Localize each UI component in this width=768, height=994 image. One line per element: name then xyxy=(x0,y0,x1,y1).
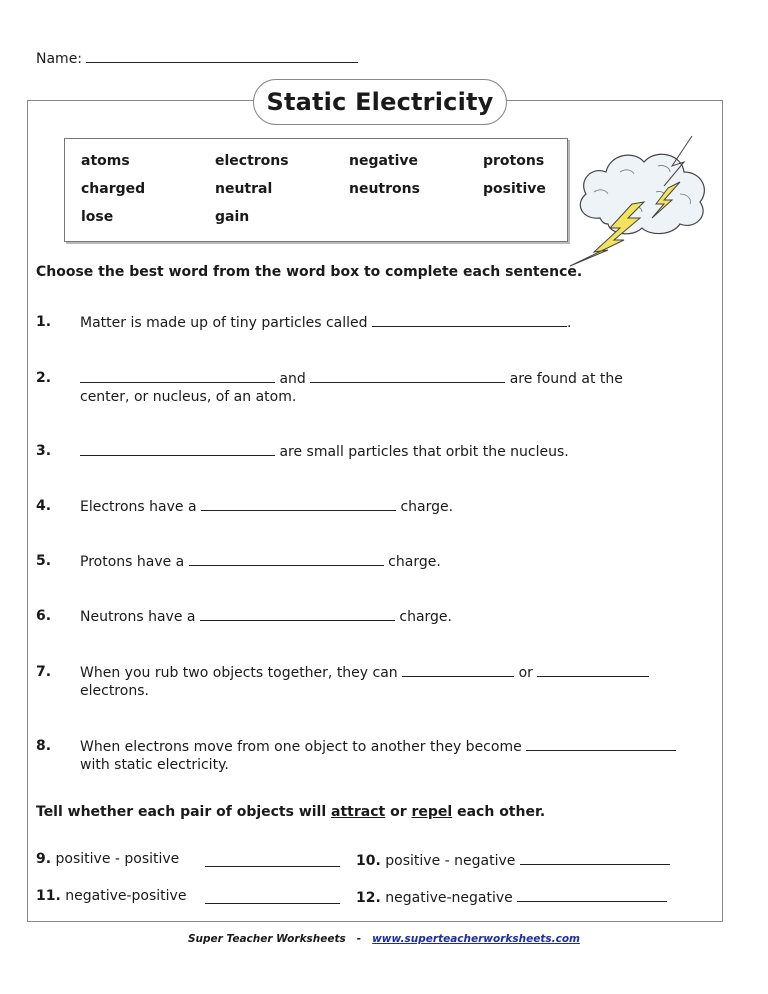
footer xyxy=(0,933,768,945)
footer-brand: Super Teacher Worksheets xyxy=(188,933,346,945)
question-number: 6. xyxy=(36,608,52,624)
attract-word: attract xyxy=(331,804,386,820)
answer-blank[interactable] xyxy=(537,663,649,677)
footer-link[interactable]: www.superteacherworksheets.com xyxy=(372,933,580,945)
question-text: When electrons move from one object to another they become xyxy=(80,737,676,757)
pair-11: 11. negative-positive xyxy=(36,888,187,904)
answer-blank[interactable] xyxy=(520,851,670,865)
pair-12: 12. negative-negative xyxy=(356,888,667,906)
question-text: Protons have a charge. xyxy=(80,554,441,570)
word-item: charged xyxy=(81,181,146,197)
question-number: 5. xyxy=(36,553,52,569)
question-text-line2: electrons. xyxy=(80,683,149,699)
question-text: Neutrons have a charge. xyxy=(80,609,452,625)
answer-blank[interactable] xyxy=(200,607,395,621)
question-number: 7. xyxy=(36,664,52,680)
name-field[interactable] xyxy=(86,48,358,63)
question-number: 1. xyxy=(36,314,52,330)
question-number: 4. xyxy=(36,498,52,514)
word-item: neutrons xyxy=(349,181,420,197)
question-number: 8. xyxy=(36,738,52,754)
question-text: Electrons have a charge. xyxy=(80,499,454,515)
answer-blank[interactable] xyxy=(205,890,340,904)
answer-blank[interactable] xyxy=(402,663,514,677)
question-text: are small particles that orbit the nucleus. xyxy=(80,442,569,462)
page-title: Static Electricity xyxy=(253,79,507,125)
word-item: positive xyxy=(483,181,546,197)
name-label: Name: xyxy=(36,51,83,67)
question-number: 3. xyxy=(36,443,52,459)
footer-separator: - xyxy=(356,933,362,945)
answer-blank[interactable] xyxy=(201,497,396,511)
question-text-line2: center, or nucleus, of an atom. xyxy=(80,389,297,405)
section-2-instructions: Tell whether each pair of objects will attract or repel each other. xyxy=(36,804,546,820)
word-item: gain xyxy=(215,209,250,225)
answer-blank[interactable] xyxy=(80,442,275,456)
question-text-line2: with static electricity. xyxy=(80,757,229,773)
word-item: neutral xyxy=(215,181,273,197)
question-text: and are found at the xyxy=(80,369,623,389)
question-number: 2. xyxy=(36,370,52,386)
question-text: When you rub two objects together, they can or xyxy=(80,663,649,683)
name-row xyxy=(36,48,358,67)
answer-blank[interactable] xyxy=(517,888,667,902)
word-item: atoms xyxy=(81,153,130,169)
word-item: protons xyxy=(483,153,545,169)
answer-blank[interactable] xyxy=(80,369,275,383)
pair-9: 9. positive - positive xyxy=(36,851,180,867)
word-item: negative xyxy=(349,153,419,169)
word-box-grid xyxy=(81,153,563,237)
storm-cloud-icon xyxy=(560,132,720,270)
answer-blank[interactable] xyxy=(372,313,567,327)
instructions: Choose the best word from the word box to complete each sentence. xyxy=(36,264,583,280)
repel-word: repel xyxy=(411,804,453,820)
word-item: lose xyxy=(81,209,114,225)
answer-blank[interactable] xyxy=(205,853,340,867)
answer-blank[interactable] xyxy=(189,552,384,566)
pair-10: 10. positive - negative xyxy=(356,851,670,869)
answer-blank[interactable] xyxy=(526,737,676,751)
word-item: electrons xyxy=(215,153,289,169)
word-box xyxy=(64,138,568,242)
question-text: Matter is made up of tiny particles called . xyxy=(80,315,572,331)
answer-blank[interactable] xyxy=(310,369,505,383)
